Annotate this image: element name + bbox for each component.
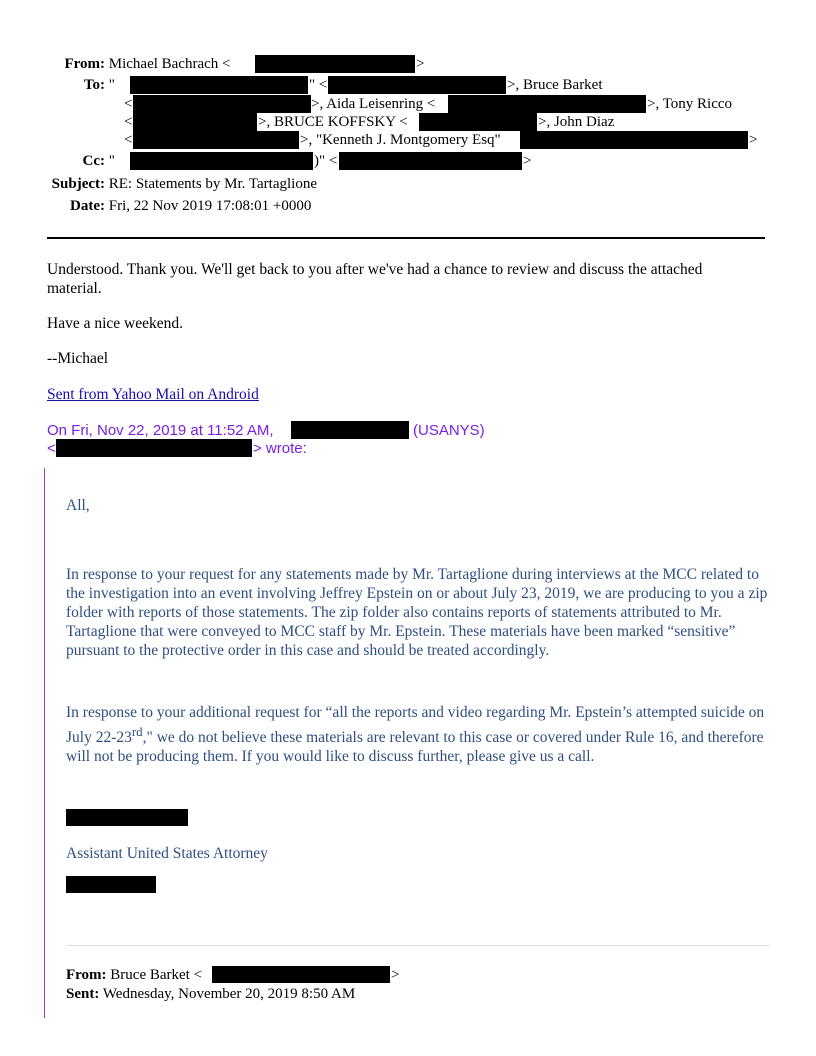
to-text: " < xyxy=(309,77,328,93)
to-text: < xyxy=(124,132,133,148)
redaction xyxy=(419,113,537,131)
quote-header-lt: < xyxy=(47,440,56,457)
quoted-paragraph-1: In response to your request for any statements made by Mr. Tartaglione during interviews at the MCC related to the investigation into an event involving Jeffrey Epstein on or about July 23, 2019, we are producing to you a zip folder with reports of those statements. The zip folder also contains reports of statements attributed to Mr. Tartaglione that were conveyed to MCC staff by Mr. Epstein. These materials have been marked “sensitive” pursuant to the protective order in this case and should be treated accordingly. xyxy=(66,566,768,659)
to-text: < xyxy=(124,96,133,112)
forward-from-close: > xyxy=(391,967,400,983)
forward-sent-row xyxy=(66,985,355,1003)
redaction xyxy=(130,76,308,94)
forward-sent-value: Wednesday, November 20, 2019 8:50 AM xyxy=(102,986,356,1002)
date-label: Date: xyxy=(70,198,105,214)
header-divider xyxy=(47,237,765,239)
reply-line-2: material. xyxy=(47,280,102,297)
redaction xyxy=(130,152,313,170)
date-value: Fri, 22 Nov 2019 17:08:01 +0000 xyxy=(108,198,312,214)
quoted-paragraph-2 xyxy=(66,703,776,766)
redaction xyxy=(133,131,299,149)
cc-label: Cc: xyxy=(82,153,105,169)
signature-title: Assistant United States Attorney xyxy=(66,845,268,862)
to-text: >, John Diaz xyxy=(538,114,615,130)
quote-header-line-1 xyxy=(47,422,274,439)
cc-quote: " xyxy=(108,153,115,169)
to-text: > xyxy=(749,132,758,148)
redaction xyxy=(133,113,257,131)
sent-from-link[interactable]: Sent from Yahoo Mail on Android xyxy=(47,386,259,403)
quoted-paragraph-2-a: In response to your additional request for “all the reports and video regarding Mr. Epstein’s attempted suicide on July 22-23 xyxy=(66,704,765,747)
cc-text: > xyxy=(523,153,532,169)
quote-header-date: On Fri, Nov 22, 2019 at 11:52 AM, xyxy=(47,422,274,439)
date-row xyxy=(0,197,311,215)
quoted-paragraph-2-b: ," we do not believe these materials are relevant to this case or covered under Rule 16, and therefore will not be producing them. If you would like to discuss further, please give us a call. xyxy=(66,729,764,766)
cc-text: )" < xyxy=(314,153,338,169)
to-text: >, Tony Ricco xyxy=(647,96,733,112)
to-text: >, Bruce Barket xyxy=(507,77,603,93)
cc-row xyxy=(0,152,115,170)
redaction xyxy=(133,95,311,113)
forward-from-label: From: xyxy=(66,967,107,983)
redaction xyxy=(255,55,415,73)
to-row xyxy=(0,76,115,94)
redaction xyxy=(339,152,522,170)
reply-line-1: Understood. Thank you. We'll get back to you after we've had a chance to review and discuss the attached xyxy=(47,261,703,278)
redaction xyxy=(328,76,506,94)
redaction xyxy=(520,131,748,149)
redaction xyxy=(448,95,646,113)
quote-header-wrote: > wrote: xyxy=(253,440,307,457)
redaction xyxy=(56,439,252,457)
reply-signoff: --Michael xyxy=(47,350,109,367)
redaction xyxy=(291,421,409,439)
redaction xyxy=(66,876,156,893)
quote-header-org: (USANYS) xyxy=(413,422,485,439)
quoted-paragraph-2-sup: rd xyxy=(131,724,143,739)
forward-from-row xyxy=(66,966,202,984)
subject-value: RE: Statements by Mr. Tartaglione xyxy=(108,176,317,192)
redaction xyxy=(66,809,188,826)
to-text: >, BRUCE KOFFSKY < xyxy=(258,114,408,130)
from-value: Michael Bachrach < xyxy=(108,56,231,72)
subject-label: Subject: xyxy=(51,176,105,192)
to-label: To: xyxy=(83,77,105,93)
quoted-salutation: All, xyxy=(66,497,90,514)
forward-from-value: Bruce Barket < xyxy=(110,967,203,983)
forward-separator xyxy=(66,945,770,946)
redaction xyxy=(212,966,390,983)
forward-sent-label: Sent: xyxy=(66,986,100,1002)
to-text: >, "Kenneth J. Montgomery Esq" xyxy=(300,132,501,148)
subject-row xyxy=(0,175,317,193)
from-label: From: xyxy=(64,56,105,72)
to-quote: " xyxy=(108,77,115,93)
from-row xyxy=(0,55,231,73)
from-close: > xyxy=(416,56,425,72)
to-text: >, Aida Leisenring < xyxy=(311,96,436,112)
to-text: < xyxy=(124,114,133,130)
quote-bar xyxy=(44,468,45,1018)
reply-greeting: Have a nice weekend. xyxy=(47,315,183,332)
